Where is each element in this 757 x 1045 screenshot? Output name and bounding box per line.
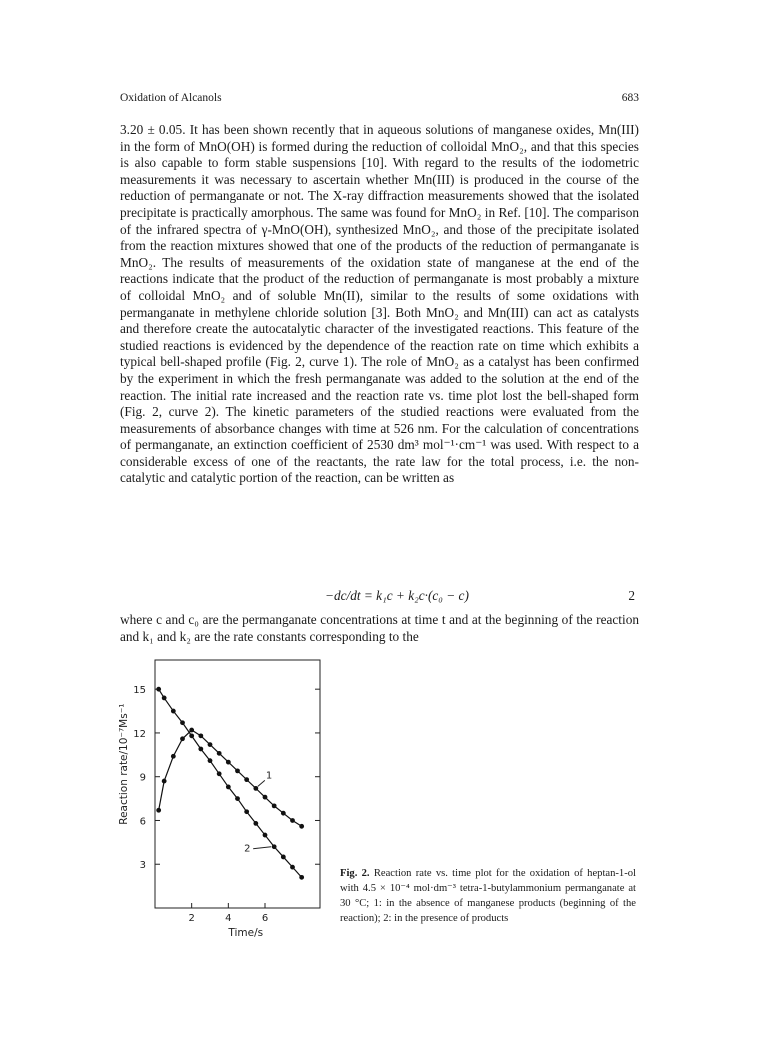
y-tick-label: 6: [139, 816, 146, 828]
body-paragraph: 3.20 ± 0.05. It has been shown recently that in aqueous solutions of manganese oxides, Mn(III) in the form of MnO(OH) is formed during the reduction of colloidal MnO₂, and that this species is also capable to form stable suspensions [10]. With regard to the results of the iodometric measurements it was necessary to ascertain whether Mn(III) is produced in the course of the reduction of permanganate or not. The X-ray diffraction measurements showed that the isolated precipitate is practically amorphous. The same was found for MnO₂ in Ref. [10]. The comparison of the infrared spectra of γ-MnO(OH), synthesized MnO₂, and those of the precipitate isolated from the reaction mixtures showed that one of the products of the reduction of permanganate is MnO₂. The results of measurements of the oxidation state of manganese at the end of the reactions indicate that the product of the reduction of permanganate is most probably a mixture of colloidal MnO₂ and of soluble Mn(II), similar to the results of some oxidations with permanganate in methylene chloride solution [3]. Both MnO₂ and Mn(III) can act as catalysts and therefore create the autocatalytic character of the investigated reactions. This feature of the studied reactions is evidenced by the dependence of the reaction rate on time which exhibits a typical bell-shaped profile (Fig. 2, curve 1). The role of MnO₂ as a catalyst has been confirmed by the experiment in which the fresh permanganate was added to the solution at the end of the reaction. The initial rate increased and the reaction rate vs. time plot lost the bell-shaped form (Fig. 2, curve 2). The kinetic parameters of the studied reactions were evaluated from the measurements of absorbance changes with time at 526 nm. For the calculation of concentrations of permanganate, an extinction coefficient of 2530 dm³ mol⁻¹·cm⁻¹ was used. With respect to a considerable excess of one of the reactants, the rate law for the total process, i.e. the non-catalytic and catalytic portion of the reaction, can be written as: [120, 122, 639, 486]
rate-equation: −dc/dt = k₁c + k₂c·(c₀ − c): [325, 588, 469, 603]
after-equation-block: [120, 612, 639, 645]
series-point-2: [263, 833, 268, 838]
series-point-2: [272, 844, 277, 849]
series-point-1: [162, 779, 167, 784]
caption-label: Fig. 2.: [340, 868, 370, 879]
series-point-2: [290, 865, 295, 870]
curve-label-1: 1: [265, 770, 273, 782]
equation-row: [120, 588, 639, 606]
series-point-1: [156, 808, 161, 813]
series-point-1: [208, 742, 213, 747]
series-point-2: [189, 733, 194, 738]
series-line-2: [159, 689, 302, 877]
series-point-1: [235, 768, 240, 773]
series-point-2: [198, 747, 203, 752]
caption-text: Reaction rate vs. time plot for the oxidation of heptan-1-ol with 4.5 × 10⁻⁴ mol·dm⁻³ tetra-1-butylammonium permanganate at 30 °C; 1: in the absence of manganese products (beginning of the reaction); 2: in the presence of products: [340, 868, 636, 924]
y-tick-label: 12: [133, 728, 146, 740]
y-tick-label: 9: [139, 772, 146, 784]
series-point-1: [226, 760, 231, 765]
series-point-2: [235, 796, 240, 801]
series-point-1: [189, 728, 194, 733]
series-point-2: [156, 687, 161, 692]
running-header: [120, 92, 639, 110]
series-point-1: [171, 754, 176, 759]
series-point-2: [217, 771, 222, 776]
series-point-1: [217, 751, 222, 756]
series-point-1: [180, 736, 185, 741]
series-point-1: [244, 777, 249, 782]
series-point-2: [244, 809, 249, 814]
reaction-rate-chart: [110, 650, 340, 950]
series-point-1: [290, 818, 295, 823]
series-point-2: [281, 855, 286, 860]
curve-label-1-leader: [258, 780, 265, 786]
x-axis-label: Time/s: [228, 927, 264, 939]
series-point-2: [180, 720, 185, 725]
page-number: 683: [621, 92, 639, 104]
series-point-2: [208, 758, 213, 763]
after-equation-paragraph: where c and c₀ are the permanganate concentrations at time t and at the beginning of the reaction and k₁ and k₂ are the rate constants corresponding to the: [120, 612, 639, 644]
x-tick-label: 2: [188, 913, 195, 924]
series-point-2: [253, 821, 258, 826]
y-tick-label: 15: [133, 685, 146, 697]
figure-caption: [340, 866, 636, 926]
series-point-1: [272, 803, 277, 808]
series-point-2: [171, 709, 176, 714]
series-point-1: [263, 795, 268, 800]
figure-2: [110, 650, 340, 950]
running-title: Oxidation of Alcanols: [120, 92, 222, 104]
series-point-2: [162, 696, 167, 701]
curve-label-2: 2: [244, 843, 251, 855]
series-point-1: [299, 824, 304, 829]
y-tick-label: 3: [139, 860, 146, 872]
x-tick-label: 6: [261, 913, 269, 924]
series-point-2: [226, 785, 231, 790]
series-point-2: [299, 875, 304, 880]
curve-label-2-leader: [253, 847, 271, 849]
series-point-1: [281, 811, 286, 816]
series-line-1: [159, 730, 302, 826]
body-paragraph-block: [120, 122, 639, 487]
x-tick-label: 4: [225, 913, 232, 924]
y-axis-label: Reaction rate/10⁻⁷Ms⁻¹: [118, 703, 130, 825]
equation-number: 2: [628, 588, 635, 603]
series-point-1: [253, 786, 258, 791]
series-point-1: [198, 733, 203, 738]
